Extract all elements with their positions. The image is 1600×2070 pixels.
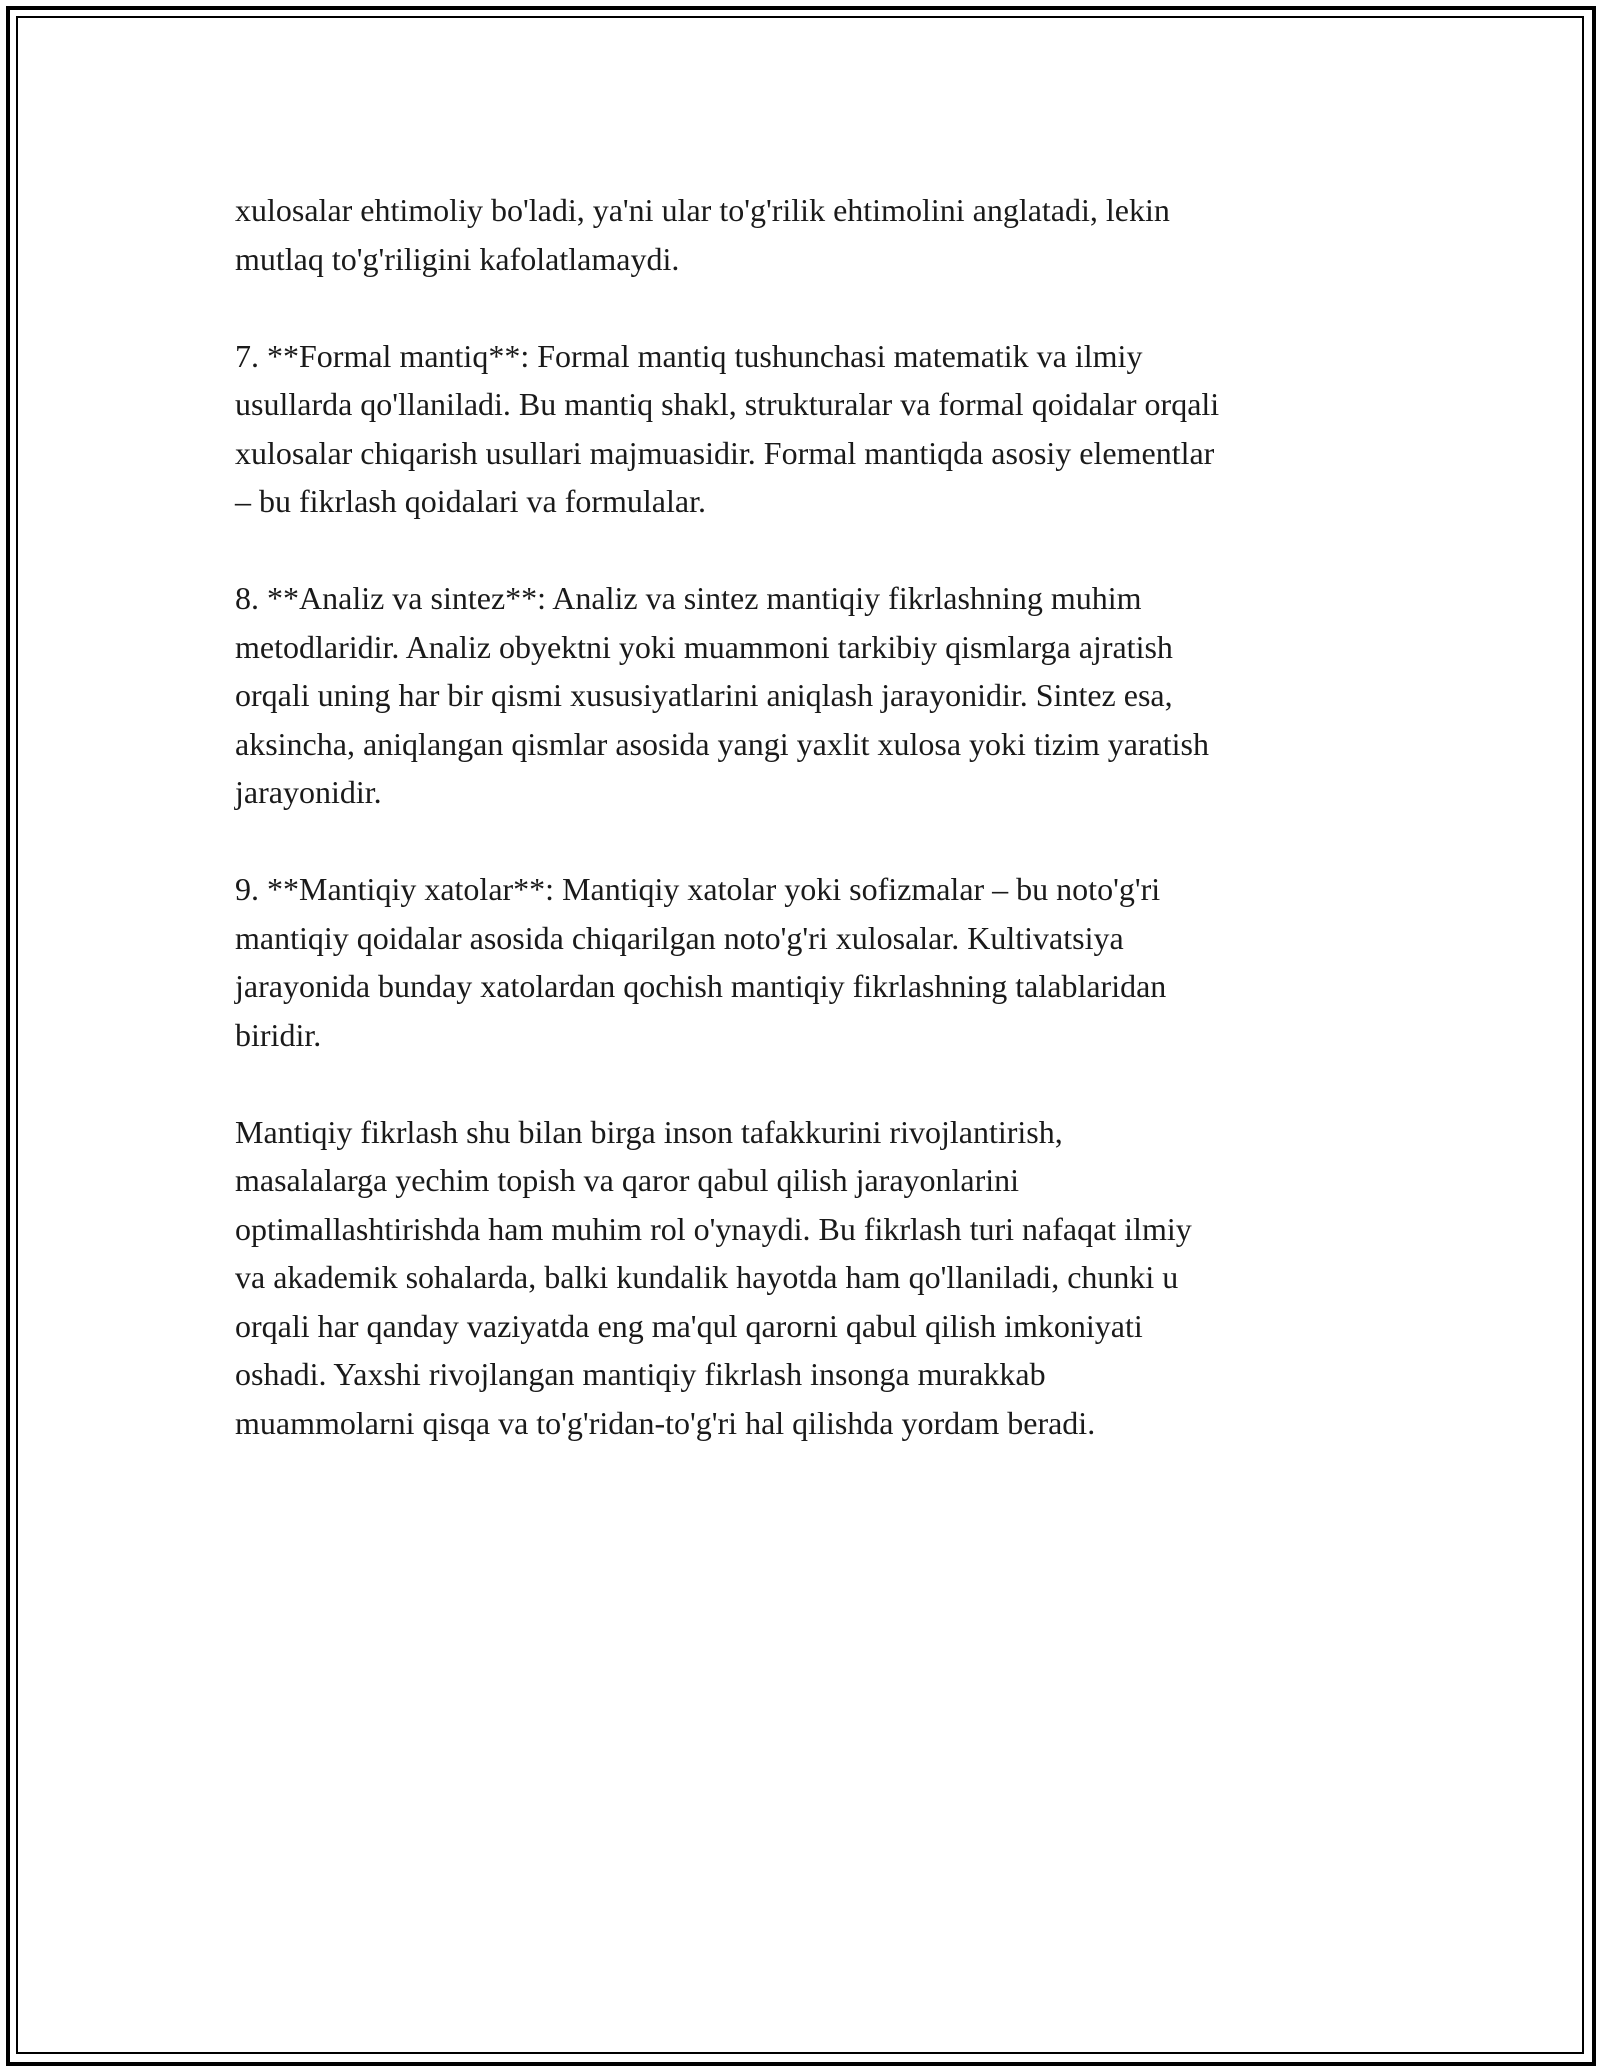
paragraph-intro-continuation: xulosalar ehtimoliy bo'ladi, ya'ni ular to'g'rilik ehtimolini anglatadi, lekin mutlaq to'g'riligini kafolatlamaydi. bbox=[235, 192, 1170, 277]
paragraph-logical-fallacies: 9. **Mantiqiy xatolar**: Mantiqiy xatolar yoki sofizmalar – bu noto'g'ri mantiqiy qoidalar asosida chiqarilgan noto'g'ri xulosalar. Kultivatsiya jarayonida bunday xatolardan qochish mantiqiy fikrlashning talablaridan biridir. bbox=[235, 871, 1167, 1053]
paragraph-analysis-synthesis: 8. **Analiz va sintez**: Analiz va sintez mantiqiy fikrlashning muhim metodlaridir. Analiz obyektni yoki muammoni tarkibiy qismlarga ajratish orqali uning har bir qismi xususiyatlarini aniqlash jarayonidir. Sintez esa, aksincha, aniqlangan qismlar asosida yangi yaxlit xulosa yoki tizim yaratish jarayonidir. bbox=[235, 580, 1209, 810]
document-body bbox=[235, 186, 1385, 1496]
paragraph-conclusion: Mantiqiy fikrlash shu bilan birga inson tafakkurini rivojlantirish, masalalarga yechim topish va qaror qabul qilish jarayonlarini optimallashtirishda ham muhim rol o'ynaydi. Bu fikrlash turi nafaqat ilmiy va akademik sohalarda, balki kundalik hayotda ham qo'llaniladi, chunki u orqali har qanday vaziyatda eng ma'qul qarorni qabul qilish imkoniyati oshadi. Yaxshi rivojlangan mantiqiy fikrlash insonga murakkab muammolarni qisqa va to'g'ridan-to'g'ri hal qilishda yordam beradi. bbox=[235, 1113, 1192, 1441]
paragraph-formal-logic: 7. **Formal mantiq**: Formal mantiq tushunchasi matematik va ilmiy usullarda qo'llaniladi. Bu mantiq shakl, strukturalar va formal qoidalar orqali xulosalar chiqarish usullari majmuasidir. Formal mantiqda asosiy elementlar – bu fikrlash qoidalari va formulalar. bbox=[235, 337, 1220, 519]
